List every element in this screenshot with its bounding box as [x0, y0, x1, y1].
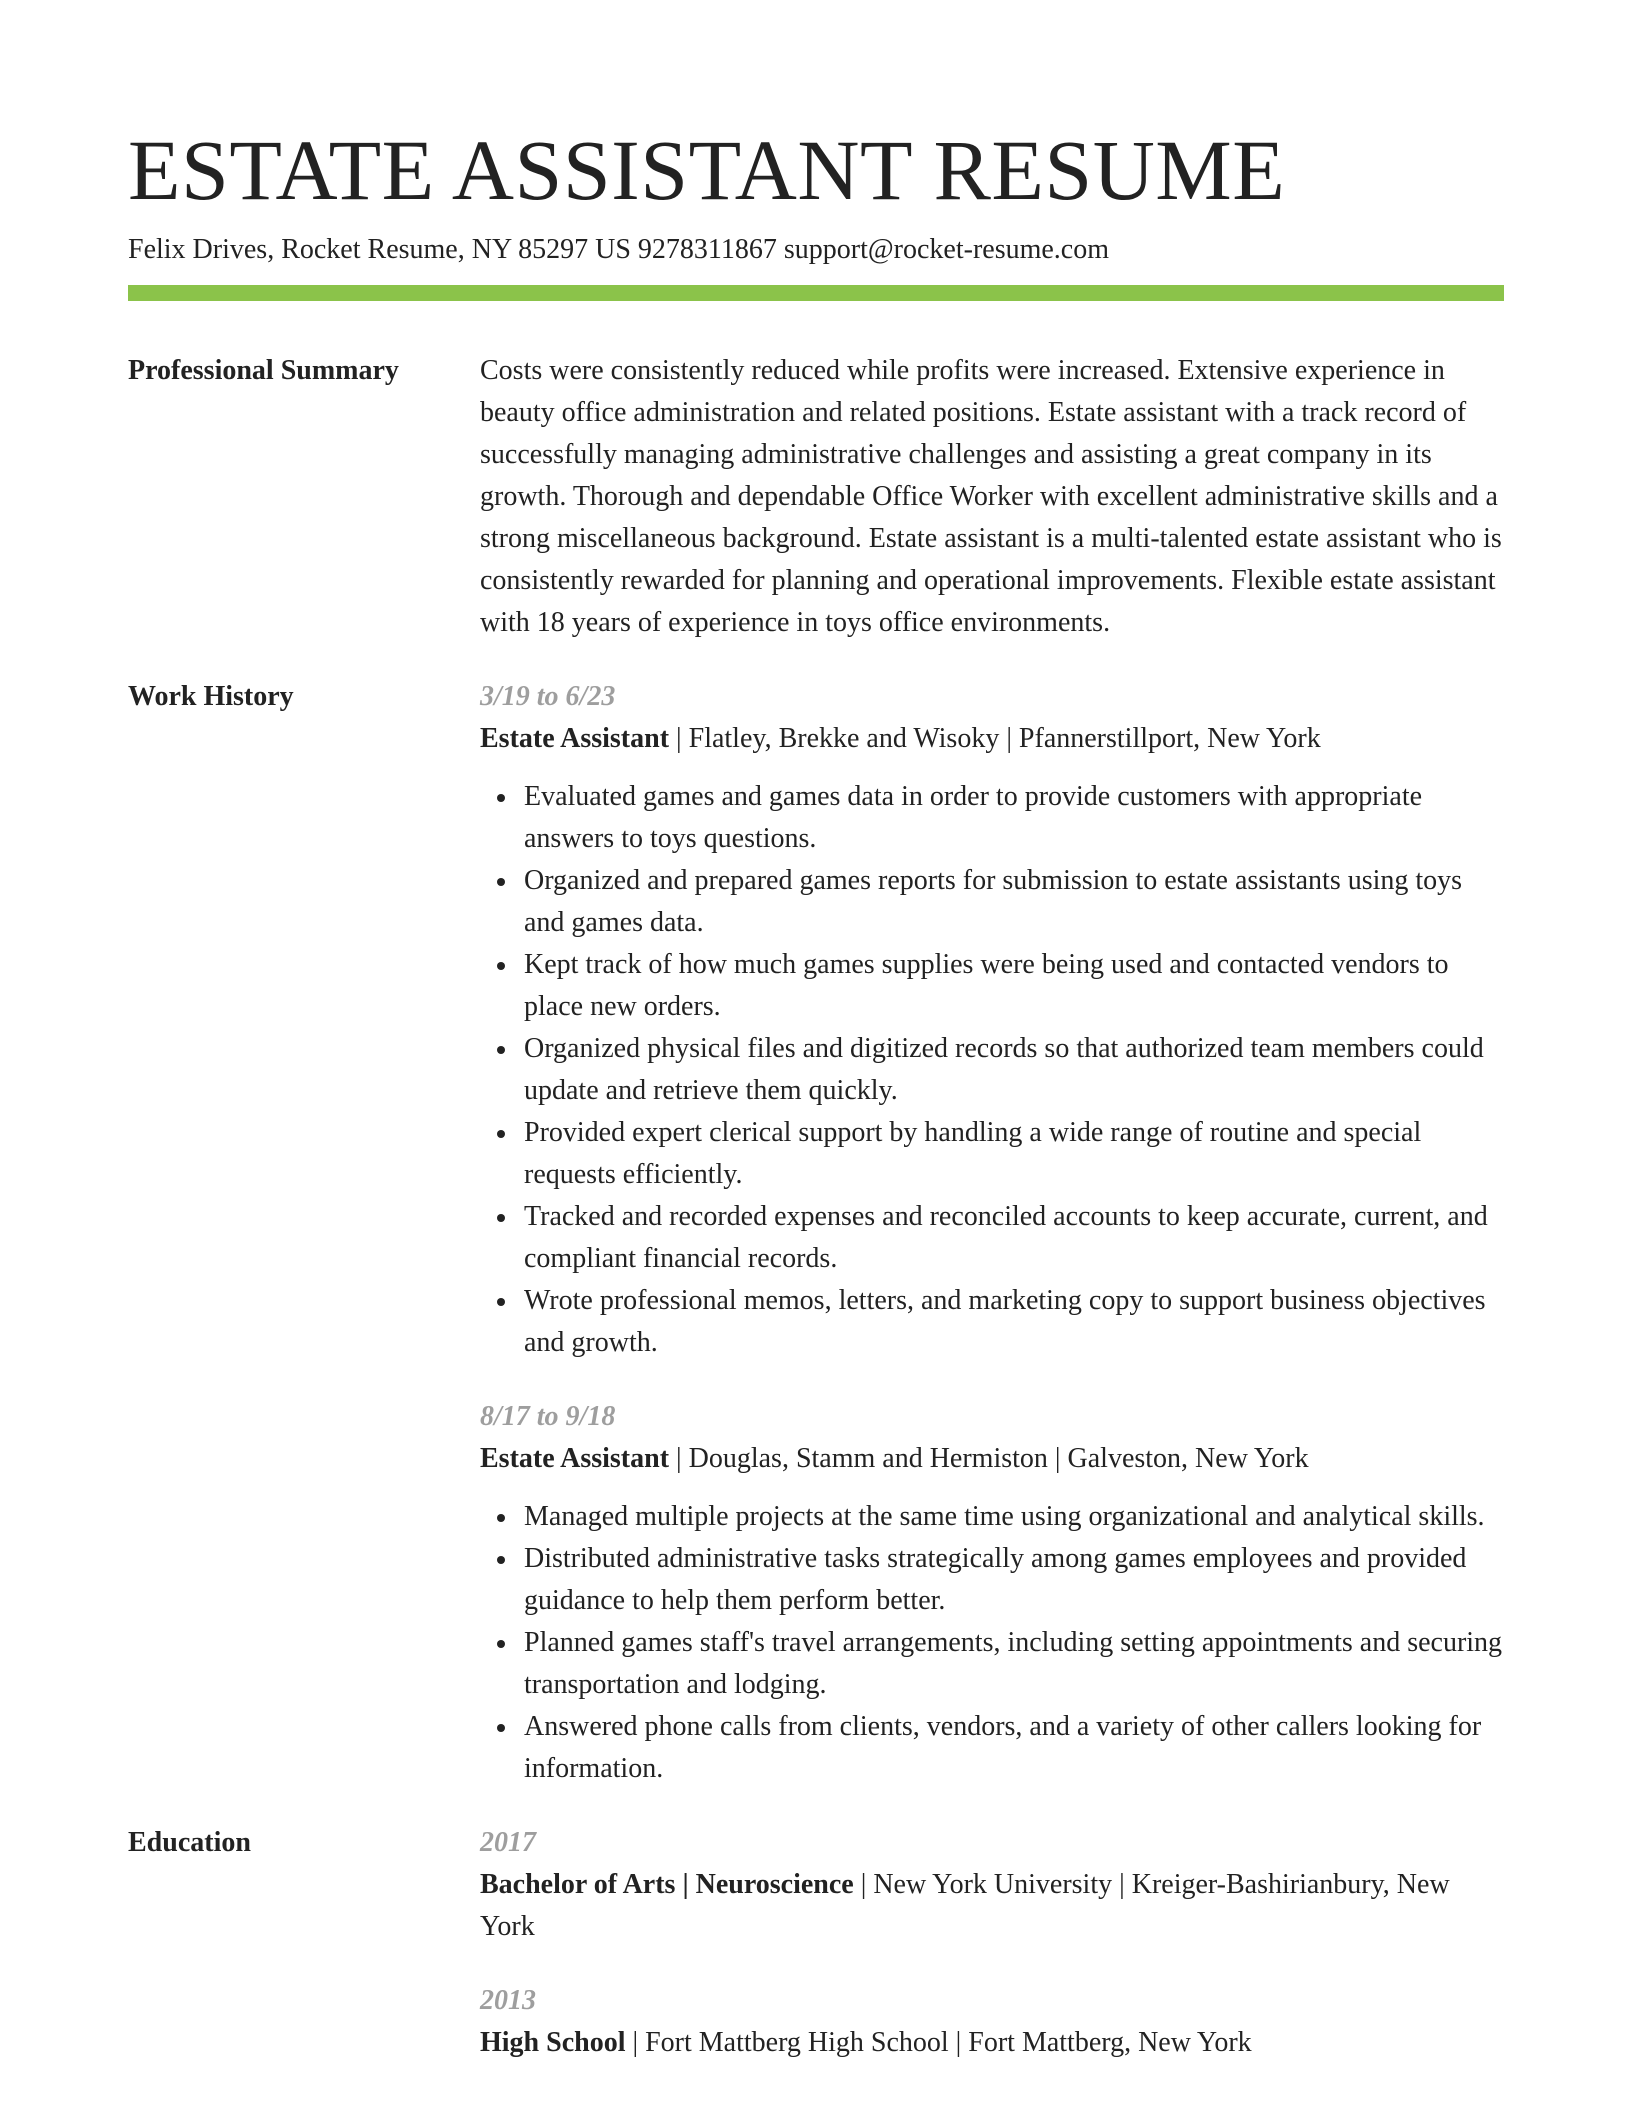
list-item: Provided expert clerical support by handling a wide range of routine and special requests efficiently.	[524, 1112, 1504, 1196]
list-item: Answered phone calls from clients, vendors, and a variety of other callers looking for information.	[524, 1706, 1504, 1790]
contact-line: Felix Drives, Rocket Resume, NY 85297 US 9278311867 support@rocket-resume.com	[128, 234, 1110, 265]
education-entry	[480, 1980, 1504, 2064]
education-details: | New York University | Kreiger-Bashirianbury, New York	[480, 1869, 1450, 1942]
job-title: Estate Assistant	[480, 723, 670, 754]
job-heading	[480, 1438, 1504, 1480]
list-item: Planned games staff's travel arrangements, including setting appointments and securing transportation and lodging.	[524, 1622, 1504, 1706]
professional-summary-section	[128, 350, 1504, 644]
job-entry	[480, 1396, 1504, 1790]
job-bullets	[480, 1496, 1504, 1790]
education-entry	[480, 1822, 1504, 1948]
work-history-body	[480, 676, 1504, 1790]
job-details: | Douglas, Stamm and Hermiston | Galveston, New York	[669, 1443, 1309, 1474]
job-dates: 8/17 to 9/18	[480, 1401, 616, 1432]
list-item: Organized and prepared games reports for submission to estate assistants using toys and games data.	[524, 860, 1504, 944]
education-degree: Bachelor of Arts | Neuroscience	[480, 1869, 854, 1900]
education-body	[480, 1822, 1504, 2064]
summary-body	[480, 350, 1504, 644]
list-item: Organized physical files and digitized records so that authorized team members could update and retrieve them quickly.	[524, 1028, 1504, 1112]
job-bullets	[480, 776, 1504, 1364]
education-heading	[480, 1864, 1504, 1948]
list-item: Wrote professional memos, letters, and marketing copy to support business objectives and growth.	[524, 1280, 1504, 1364]
summary-text: Costs were consistently reduced while profits were increased. Extensive experience in beauty office administration and related positions. Estate assistant with a track record of successfully managing administrative challenges and assisting a great company in its growth. Thorough and dependable Office Worker with excellent administrative skills and a strong miscellaneous background. Estate assistant is a multi-talented estate assistant who is consistently rewarded for planning and operational improvements. Flexible estate assistant with 18 years of experience in toys office environments.	[480, 355, 1502, 638]
header-divider	[128, 285, 1504, 301]
job-details: | Flatley, Brekke and Wisoky | Pfannerstillport, New York	[669, 723, 1321, 754]
section-label-summary: Professional Summary	[128, 355, 399, 386]
education-details: | Fort Mattberg High School | Fort Mattberg, New York	[625, 2027, 1252, 2058]
list-item: Tracked and recorded expenses and reconciled accounts to keep accurate, current, and compliant financial records.	[524, 1196, 1504, 1280]
education-year: 2013	[480, 1985, 536, 2016]
resume-sections	[128, 350, 1504, 2096]
list-item: Distributed administrative tasks strategically among games employees and provided guidance to help them perform better.	[524, 1538, 1504, 1622]
education-degree: High School	[480, 2027, 626, 2058]
education-heading	[480, 2022, 1504, 2064]
resume-title: ESTATE ASSISTANT RESUME	[128, 122, 1286, 218]
job-entry	[480, 676, 1504, 1364]
job-dates: 3/19 to 6/23	[480, 681, 616, 712]
job-title: Estate Assistant	[480, 1443, 670, 1474]
section-label-work: Work History	[128, 681, 294, 712]
job-heading	[480, 718, 1504, 760]
list-item: Evaluated games and games data in order to provide customers with appropriate answers to toys questions.	[524, 776, 1504, 860]
list-item: Kept track of how much games supplies were being used and contacted vendors to place new orders.	[524, 944, 1504, 1028]
education-section	[128, 1822, 1504, 2064]
list-item: Managed multiple projects at the same time using organizational and analytical skills.	[524, 1496, 1504, 1538]
work-history-section	[128, 676, 1504, 1790]
section-label-education: Education	[128, 1827, 251, 1858]
education-year: 2017	[480, 1827, 536, 1858]
